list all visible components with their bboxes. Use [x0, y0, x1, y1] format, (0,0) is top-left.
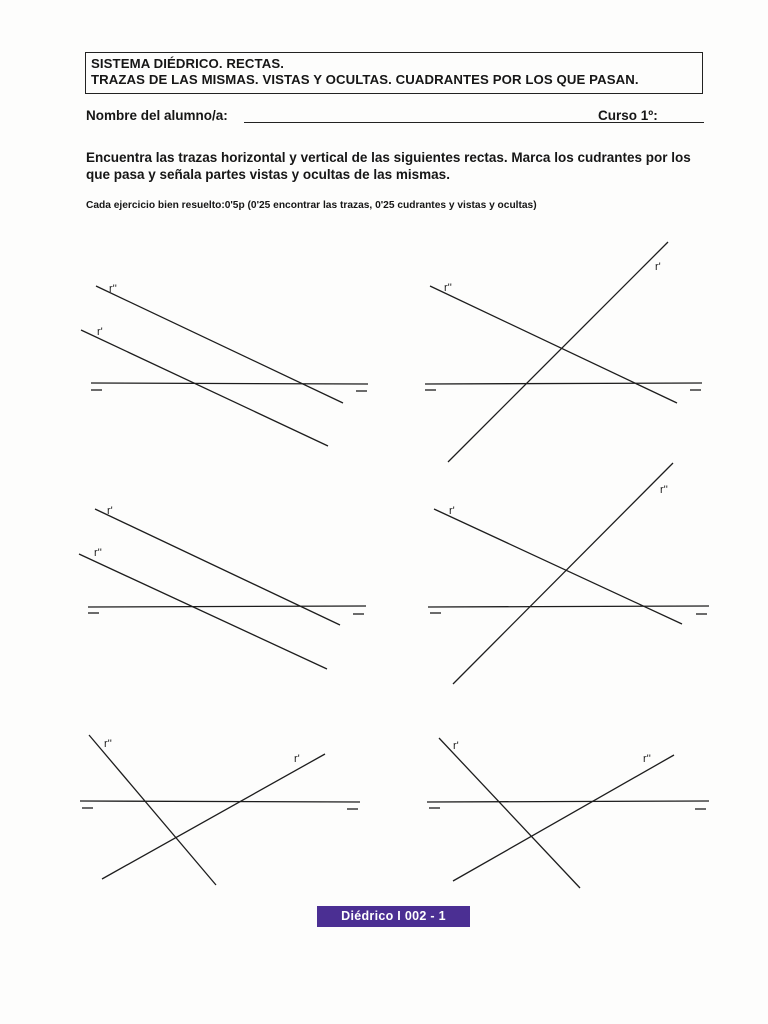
line-projection-a — [430, 286, 677, 403]
projection-label-b: r'' — [660, 484, 668, 496]
projection-label-a: r'' — [104, 738, 112, 750]
line-projection-b — [102, 754, 325, 879]
title-line-2: TRAZAS DE LAS MISMAS. VISTAS Y OCULTAS. CUADRANTES POR LOS QUE PASAN. — [91, 72, 639, 87]
projection-label-a: r' — [453, 740, 459, 752]
ground-line — [427, 801, 709, 802]
exercise-6 — [427, 738, 709, 888]
ground-line — [428, 606, 709, 607]
student-name-label: Nombre del alumno/a: — [86, 108, 228, 123]
line-projection-b — [79, 554, 327, 669]
ground-line — [425, 383, 702, 384]
line-projection-b — [453, 463, 673, 684]
ground-line — [88, 606, 366, 607]
line-projection-a — [89, 735, 216, 885]
ground-line — [80, 801, 360, 802]
projection-label-b: r' — [294, 753, 300, 765]
projection-label-b: r'' — [94, 547, 102, 559]
projection-label-a: r'' — [444, 282, 452, 294]
projection-label-b: r'' — [643, 753, 651, 765]
projection-label-a: r' — [449, 505, 455, 517]
exercise-1 — [81, 283, 368, 446]
line-projection-b — [81, 330, 328, 446]
line-projection-a — [439, 738, 580, 888]
projection-label-b: r' — [655, 261, 661, 273]
scoring-text: Cada ejercicio bien resuelto:0'5p (0'25 encontrar las trazas, 0'25 cudrantes y vistas y ocultas) — [86, 200, 537, 211]
projection-label-a: r' — [107, 505, 113, 517]
worksheet-code-badge: Diédrico I 002 - 1 — [317, 906, 470, 927]
ground-line — [91, 383, 368, 384]
projection-label-b: r' — [97, 326, 103, 338]
title-line-1: SISTEMA DIÉDRICO. RECTAS. — [91, 56, 284, 71]
projection-label-a: r'' — [109, 283, 117, 295]
line-projection-b — [448, 242, 668, 462]
exercise-4 — [428, 463, 709, 684]
course-label: Curso 1º: — [598, 108, 658, 123]
exercise-2 — [425, 242, 702, 462]
exercise-5 — [80, 735, 360, 885]
instructions-text: Encuentra las trazas horizontal y vertical de las siguientes rectas. Marca los cudrantes por los que pasa y señala partes vistas y ocultas de las mismas. — [86, 150, 691, 182]
exercise-3 — [79, 505, 366, 669]
line-projection-a — [96, 286, 343, 403]
line-projection-a — [95, 509, 340, 625]
line-projection-b — [453, 755, 674, 881]
